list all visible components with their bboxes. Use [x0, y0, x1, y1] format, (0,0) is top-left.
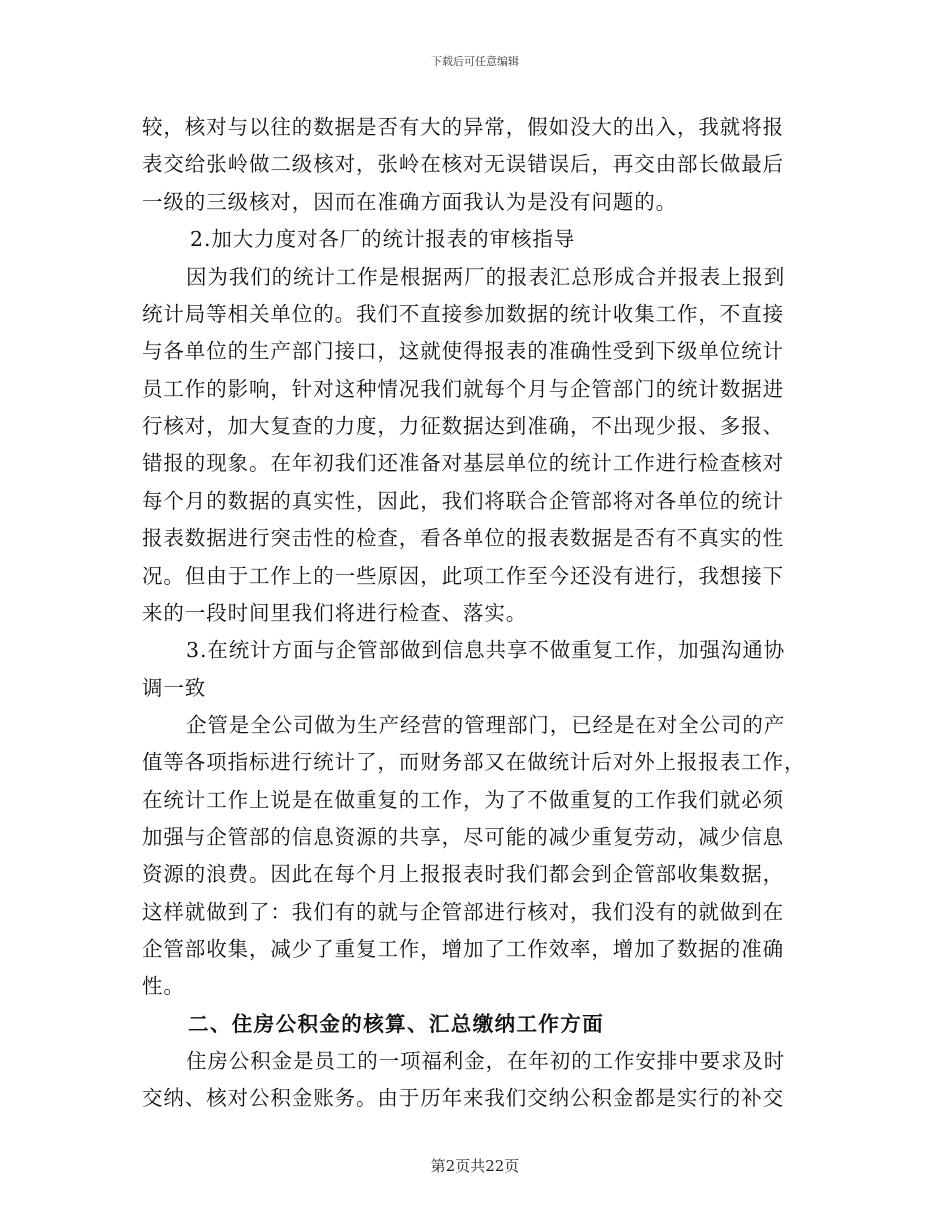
section-heading: 2.加大力度对各厂的统计报表的审核指导 — [190, 227, 576, 251]
text-line: 行核对，加大复查的力度，力征数据达到准确，不出现少报、多报、 — [142, 414, 784, 438]
text-line: 况。但由于工作上的一些原因，此项工作至今还没有进行，我想接下 — [142, 564, 784, 588]
text-line: 调一致 — [142, 676, 207, 700]
section-heading-bold: 二、住房公积金的核算、汇总缴纳工作方面 — [188, 1012, 605, 1036]
text-line: 每个月的数据的真实性，因此，我们将联合企管部将对各单位的统计 — [142, 489, 784, 513]
text-line: 错报的现象。在年初我们还准备对基层单位的统计工作进行检查核对 — [142, 451, 784, 475]
page-header: 下载后可任意编辑 — [431, 55, 519, 68]
text-line: 值等各项指标进行统计了，而财务部又在做统计后对外上报报表工作， — [142, 750, 806, 774]
text-line: 性。 — [142, 974, 185, 998]
text-line: 一级的三级核对，因而在准确方面我认为是没有问题的。 — [142, 190, 677, 214]
text-line: 因为我们的统计工作是根据两厂的报表汇总形成合并报表上报到 — [186, 265, 786, 289]
text-line: 员工作的影响，针对这种情况我们就每个月与企管部门的统计数据进 — [142, 377, 784, 401]
text-line: 加强与企管部的信息资源的共享，尽可能的减少重复劳动，减少信息 — [142, 825, 784, 849]
text-line: 企管部收集，减少了重复工作，增加了工作效率，增加了数据的准确 — [142, 937, 784, 961]
text-line: 与各单位的生产部门接口，这就使得报表的准确性受到下级单位统计 — [142, 339, 784, 363]
section-heading: 3.在统计方面与企管部做到信息共享不做重复工作，加强沟通协 — [186, 638, 786, 662]
text-line: 这样就做到了：我们有的就与企管部进行核对，我们没有的就做到在 — [142, 900, 784, 924]
text-line: 报表数据进行突击性的检查，看各单位的报表数据是否有不真实的性 — [142, 526, 784, 550]
text-line: 较，核对与以往的数据是否有大的异常，假如没大的出入，我就将报 — [142, 115, 784, 139]
page-number: 第2页共22页 — [430, 1157, 520, 1175]
text-line: 资源的浪费。因此在每个月上报报表时我们都会到企管部收集数据， — [142, 862, 784, 886]
text-line: 住房公积金是员工的一项福利金，在年初的工作安排中要求及时 — [186, 1049, 786, 1073]
text-line: 企管是全公司做为生产经营的管理部门，已经是在对全公司的产 — [186, 713, 786, 737]
text-line: 来的一段时间里我们将进行检查、落实。 — [142, 601, 528, 625]
text-line: 表交给张岭做二级核对，张岭在核对无误错误后，再交由部长做最后 — [142, 152, 784, 176]
text-line: 统计局等相关单位的。我们不直接参加数据的统计收集工作，不直接 — [142, 302, 784, 326]
text-line: 在统计工作上说是在做重复的工作，为了不做重复的工作我们就必须 — [142, 788, 784, 812]
text-line: 交纳、核对公积金账务。由于历年来我们交纳公积金都是实行的补交 — [142, 1086, 784, 1110]
